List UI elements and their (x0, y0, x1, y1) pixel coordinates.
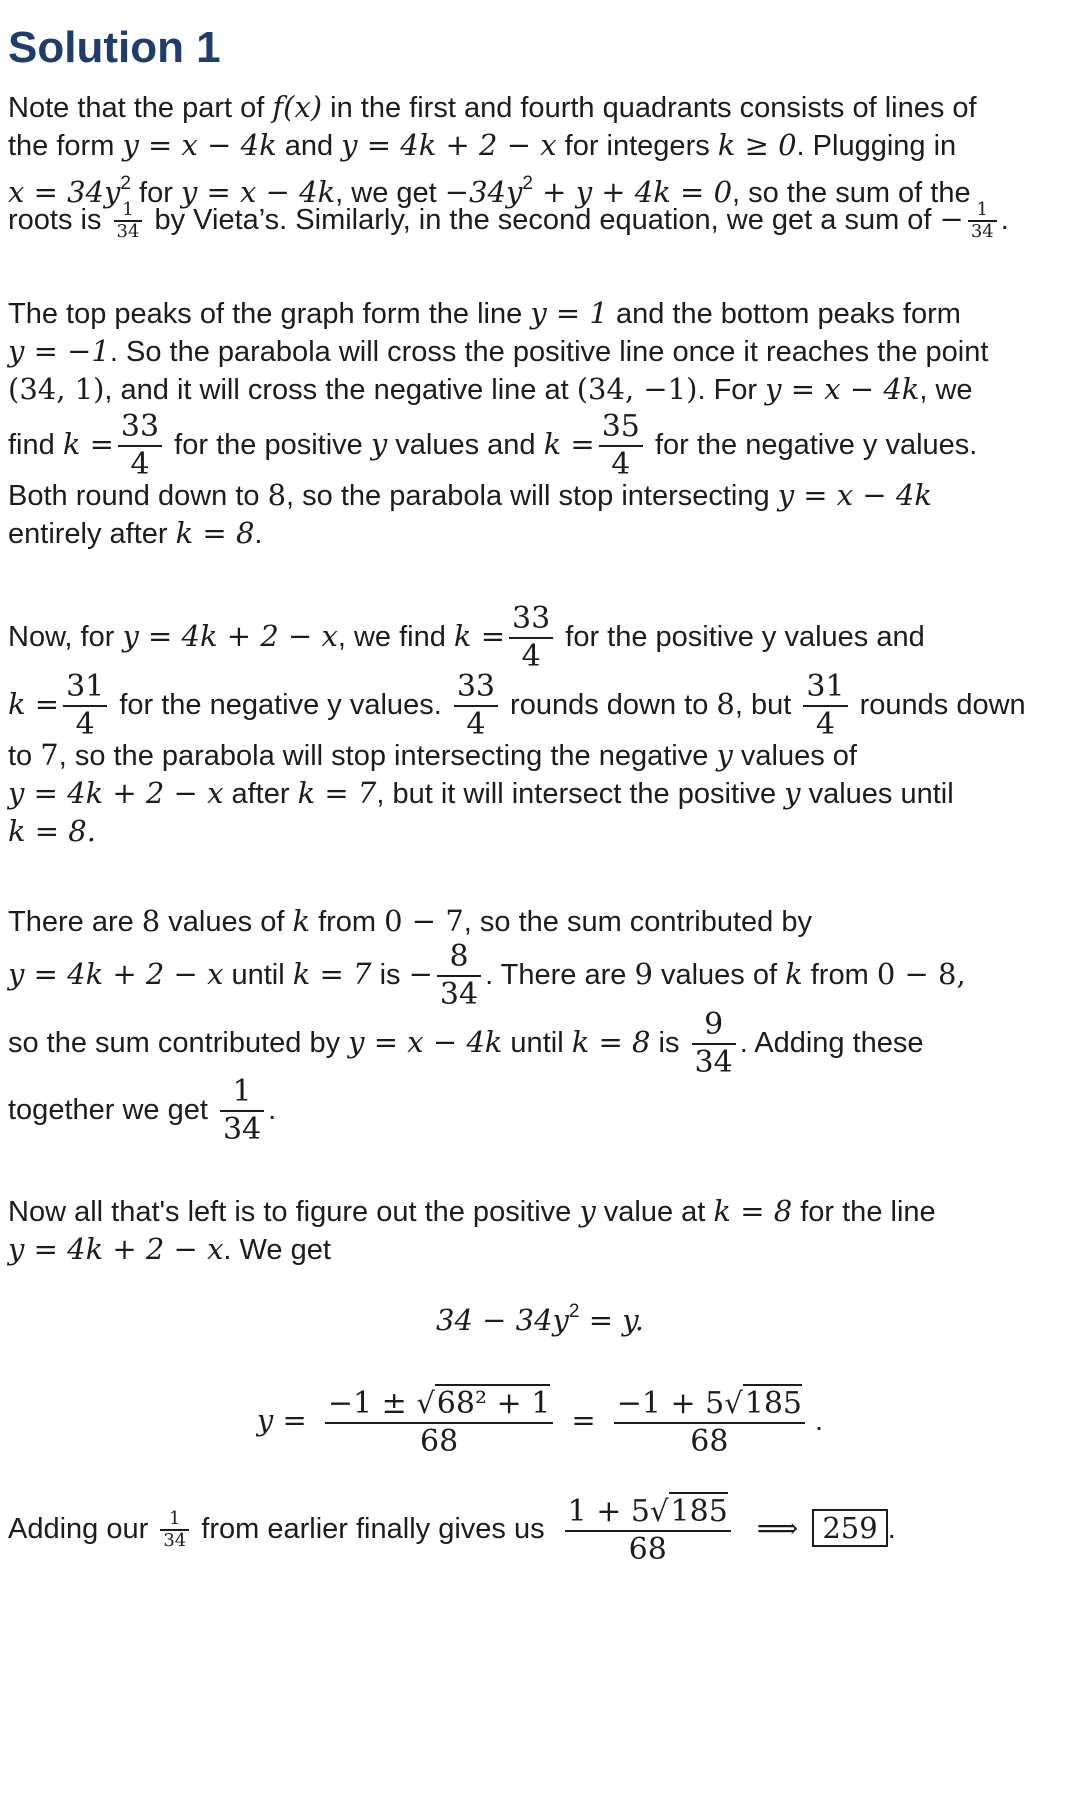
p5-final-line: Adding our $\frac{1}{34}$ from earlier finally gives us $\frac{1 + 5√185}{68}$ ⟹ 259 . (8, 1493, 896, 1567)
p2-line1: The top peaks of the graph form the line y = 1 and the bottom peaks form (8, 296, 961, 330)
fraction-1-34-big: $\frac{1}{34}$ (220, 1074, 264, 1148)
fraction-31-4-b: $\frac{31}{4}$ (803, 669, 847, 743)
p5-line2: y = 4k + 2 − x. We get (8, 1232, 331, 1266)
p3-line1: Now, for y = 4k + 2 − x, we find k = $\frac{33}{4}$ for the positive y values and (8, 601, 925, 675)
p3-line2: k = $\frac{31}{4}$ for the negative y values. $\frac{33}{4}$ rounds down to 8, but $\frac{31}{4}$ rounds down (8, 669, 1026, 743)
fraction-9-34: $\frac{9}{34}$ (692, 1007, 736, 1081)
fraction-35-4: $\frac{35}{4}$ (599, 409, 643, 483)
fraction-33-4-c: $\frac{33}{4}$ (454, 669, 498, 743)
p4-line2: y = 4k + 2 − x until k = 7 is − $\frac{8}{34}$ . There are 9 values of k from 0 − 8, (8, 939, 966, 1013)
fraction-simplified-root: $\frac{-1 + 5√185}{68}$ (614, 1385, 805, 1460)
p1-line2: the form y = x − 4k and y = 4k + 2 − x for integers k ≥ 0. Plugging in (8, 128, 957, 162)
p2-line2: y = −1. So the parabola will cross the positive line once it reaches the point (8, 334, 989, 368)
p4-line3: so the sum contributed by y = x − 4k until k = 8 is $\frac{9}{34}$ . Adding these (8, 1007, 924, 1081)
equation-quadratic: y = $\frac{\text{−1 ± √68² + 1}}{68}$ = $\frac{-1 + 5√185}{68}$ . (256, 1385, 824, 1459)
fraction-quadratic-formula: $\frac{\text{−1 ± √68² + 1}}{68}$ (325, 1385, 553, 1460)
p1-line4: roots is $\frac{1}{34}$ by Vieta’s. Similarly, in the second equation, we get a sum of − $\frac{1}{34}$ . (8, 199, 1009, 243)
p2-line5: Both round down to 8, so the parabola will stop intersecting y = x − 4k (8, 478, 932, 512)
fraction-31-4: $\frac{31}{4}$ (63, 669, 107, 743)
fraction-1-34-final: $\frac{1}{34}$ (160, 1509, 189, 1551)
p3-line4: y = 4k + 2 − x after k = 7, but it will intersect the positive y values until (8, 776, 954, 810)
solution-title: Solution 1 (8, 23, 221, 72)
fraction-8-34: $\frac{8}{34}$ (437, 939, 481, 1013)
p2-line4: find k = $\frac{33}{4}$ for the positive y values and k = $\frac{35}{4}$ for the negative y values. (8, 409, 978, 483)
p1-line3: $x = 34y^2$ for y = x − 4k, we get $-34y^2 + y + 4k = 0$, so the sum of the (8, 173, 971, 209)
fraction-33-4-b: $\frac{33}{4}$ (509, 601, 553, 675)
p4-line4: together we get $\frac{1}{34}$ . (8, 1074, 277, 1148)
p4-line1: There are 8 values of k from 0 − 7, so the sum contributed by (8, 904, 812, 938)
p3-line3: to 7, so the parabola will stop intersecting the negative y values of (8, 738, 857, 772)
equation-parabola: $34 - 34y^2 = y$. (436, 1301, 644, 1337)
boxed-answer: 259 (812, 1509, 887, 1547)
p1-line1: Note that the part of f(x) in the first and fourth quadrants consists of lines of (8, 90, 977, 124)
fraction-33-4: $\frac{33}{4}$ (118, 409, 162, 483)
p3-line5: k = 8. (8, 814, 96, 848)
fraction-neg-1-34: $\frac{1}{34}$ (968, 200, 997, 242)
fraction-1-34: $\frac{1}{34}$ (114, 200, 143, 242)
p5-line1: Now all that's left is to figure out the positive y value at k = 8 for the line (8, 1194, 936, 1228)
p2-line3: (34, 1), and it will cross the negative line at (34, −1). For y = x − 4k, we (8, 372, 973, 406)
p2-line6: entirely after k = 8. (8, 516, 263, 550)
fraction-final-expression: $\frac{1 + 5√185}{68}$ (565, 1493, 731, 1568)
